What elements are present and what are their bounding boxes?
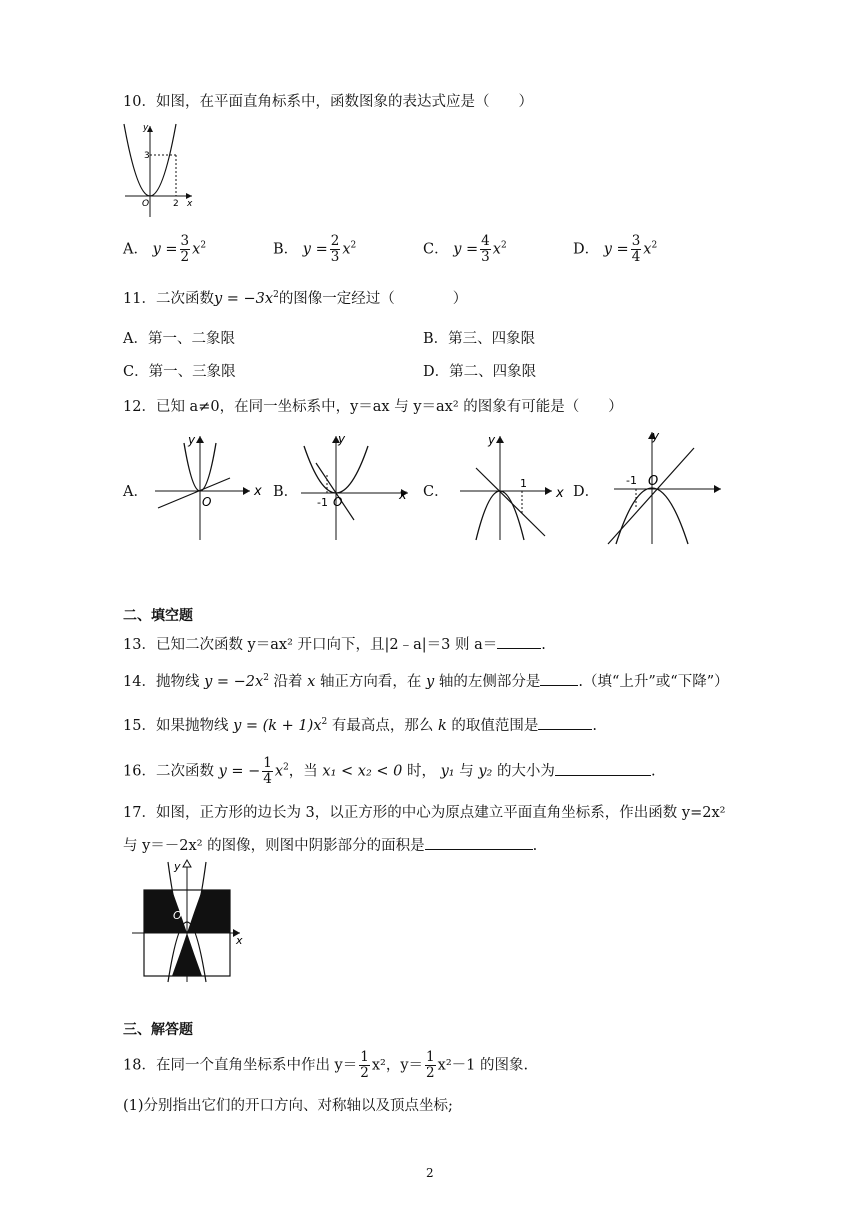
q17-graph-x: x xyxy=(236,934,243,947)
q10-graph xyxy=(120,120,205,220)
q12a-origin: O xyxy=(202,495,212,509)
q17-line1: 17．如图，正方形的边长为 3，以正方形的中心为原点建立平面直角坐标系，作出函数 y=2x² xyxy=(123,805,726,821)
q12-graph-c xyxy=(450,428,575,543)
q17-graph-origin: O xyxy=(173,909,182,922)
section-2-heading: 二、填空题 xyxy=(123,608,193,624)
q12d-y: y xyxy=(652,429,660,443)
q12-graph-b xyxy=(296,428,416,543)
q11-option-b: B．第三、四象限 xyxy=(423,331,536,347)
q10-graph-tick-y: 3 xyxy=(144,151,150,161)
q10-graph-tick-x: 2 xyxy=(173,199,179,209)
q10-option-a: A． y = $\frac{3}{2}$ $x^2$ xyxy=(123,233,207,265)
q12b-origin: O xyxy=(333,495,343,509)
q12d-origin: O xyxy=(648,474,659,489)
q17-graph-y: y xyxy=(174,860,181,873)
page-number: 2 xyxy=(426,1166,434,1180)
q17-line2: 与 y＝－2x² 的图像，则图中阴影部分的面积是 . xyxy=(123,838,538,854)
q12c-x: x xyxy=(556,486,564,501)
q12-label-a: A． xyxy=(123,484,148,500)
q12b-x: x xyxy=(399,488,407,503)
q12a-y: y xyxy=(188,433,196,447)
q15-text: 15．如果抛物线 $y = (k + 1)x^2$ 有最高点，那么 k 的取值范围是 . xyxy=(123,717,597,734)
q10-graph-y: y xyxy=(143,123,149,133)
q12-label-b: B． xyxy=(273,484,299,500)
q13-text: 13．已知二次函数 y＝ax² 开口向下，且|2﹣a|＝3 则 a＝ . xyxy=(123,637,546,653)
q12-label-d: D． xyxy=(573,484,600,500)
q12c-y: y xyxy=(488,433,496,447)
q12b-tick: -1 xyxy=(317,496,328,509)
q18-sub1: (1)分别指出它们的开口方向、对称轴以及顶点坐标; xyxy=(123,1098,453,1114)
q12c-tick: 1 xyxy=(520,477,527,490)
q11-text: 11．二次函数$y = -3x^2$的图像一定经过（ ） xyxy=(123,290,468,307)
q12-graph-a xyxy=(150,428,270,543)
q10-text: 10．如图，在平面直角标系中，函数图象的表达式应是（ ） xyxy=(123,94,533,110)
q10-option-c: C． y = $\frac{4}{3}$ $x^2$ xyxy=(423,233,507,265)
q11-option-c: C．第一、三象限 xyxy=(123,364,236,380)
q12d-tick: -1 xyxy=(626,474,637,487)
q14-text: 14．抛物线 $y = -2x^2$ 沿着 x 轴正方向看，在 y 轴的左侧部分是 .（填“上升”或“下降”） xyxy=(123,673,729,690)
section-3-heading: 三、解答题 xyxy=(123,1022,193,1038)
q17-graph xyxy=(128,858,248,983)
q11-option-a: A．第一、二象限 xyxy=(123,331,235,347)
q16-text: 16．二次函数 y = − $\frac{1}{4}$ $x^2$，当 x₁ < x₂ < 0 时， y₁ 与 y₂ 的大小为 . xyxy=(123,755,656,787)
q12a-x: x xyxy=(254,484,262,499)
q12-label-c: C． xyxy=(423,484,449,500)
q18-text: 18．在同一个直角坐标系中作出 y＝ $\frac{1}{2}$ x²，y＝ $\frac{1}{2}$ x²－1 的图象. xyxy=(123,1049,529,1081)
q12-text: 12．已知 a≠0，在同一坐标系中，y＝ax 与 y＝ax² 的图象有可能是（ ） xyxy=(123,399,623,415)
q10-option-d: D． y = $\frac{3}{4}$ $x^2$ xyxy=(573,233,658,265)
q12b-y: y xyxy=(338,432,346,446)
q12-graph-d xyxy=(606,428,731,546)
q10-graph-x: x xyxy=(187,199,193,209)
q11-option-d: D．第二、四象限 xyxy=(423,364,537,380)
q10-option-b: B． y = $\frac{2}{3}$ $x^2$ xyxy=(273,233,357,265)
q10-graph-origin: O xyxy=(142,199,150,209)
